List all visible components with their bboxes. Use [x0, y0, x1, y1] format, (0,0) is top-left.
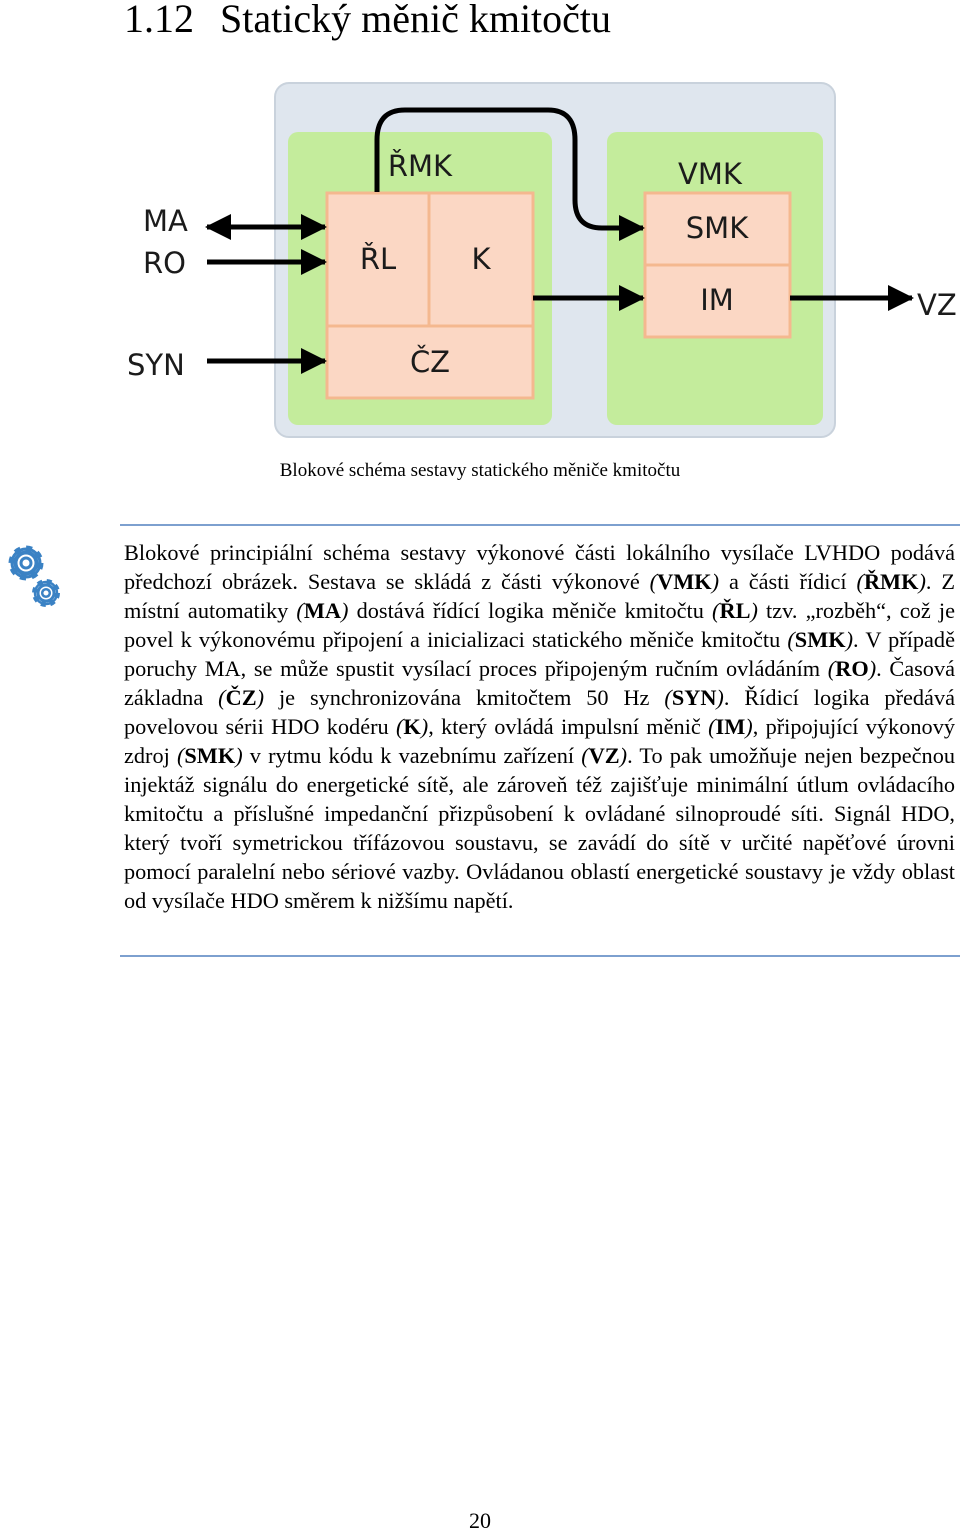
section-number: 1.12 [124, 0, 194, 41]
text-run: . V případě poruchy MA, se může spustit vysílací proces připojeným ručním ovládáním [124, 627, 955, 681]
text-run: . To pak umožňuje nejen bezpečnou injektáž signálu do energetické sítě, ale zároveň též zajišťuje minimální útlum ovládacího kmitočtu a příslušné impedanční přizpůsobení k ovládané silnoproudé síti. Signál HDO, který tvoří symetrickou třífázovou soustavu, se zavádí do sítě v určité napěťové úrovni pomocí paralelní nebo sériové vazby. Ovládanou oblastí energetické soustavy je vždy oblast od vysílače HDO směrem k nižšímu napětí. [124, 743, 955, 913]
cz-label: ČZ [409, 345, 451, 379]
section-title: Statický měnič kmitočtu [220, 0, 612, 41]
section-heading [124, 0, 611, 44]
text-run: ) [420, 714, 429, 739]
text-run: ( [787, 627, 795, 652]
gear-icon [0, 537, 70, 617]
abbreviation: MA [303, 598, 342, 623]
text-run: ( [218, 685, 226, 710]
text-run: v rytmu kódu k vazebnímu zařízení [242, 743, 582, 768]
syn-label: SYN [127, 348, 185, 382]
abbreviation: ŘL [719, 598, 751, 623]
text-run: ) [716, 685, 724, 710]
text-run: ) [341, 598, 349, 623]
large-gear-icon [12, 549, 40, 577]
smk-label: SMK [685, 211, 749, 245]
text-run: , který ovládá impulsní měnič [428, 714, 709, 739]
text-run: a části řídicí [719, 569, 857, 594]
text-run: ( [708, 714, 716, 739]
im-label: IM [700, 283, 734, 317]
text-run: ( [581, 743, 589, 768]
block-diagram [0, 75, 960, 445]
page-number: 20 [469, 1508, 491, 1533]
abbreviation: K [403, 714, 421, 739]
abbreviation: IM [715, 714, 746, 739]
abbreviation: RO [835, 656, 869, 681]
abbreviation: ČZ [225, 685, 257, 710]
text-run: tzv. „rozběh“, což je povel k výkonovému připojení a inicializaci statického měniče kmitočtu [124, 598, 956, 652]
abbreviation: SYN [671, 685, 717, 710]
text-run: , připojující výkonový zdroj [124, 714, 955, 768]
ma-label: MA [143, 204, 188, 238]
text-run: ) [235, 743, 243, 768]
text-run: ) [868, 656, 877, 681]
abbreviation: ŘMK [863, 569, 919, 594]
text-run: ) [745, 714, 753, 739]
text-run: . Časová základna [124, 656, 955, 710]
ro-label: RO [143, 246, 186, 280]
abbreviation: SMK [794, 627, 846, 652]
text-run: ( [176, 743, 185, 768]
text-run: Blokové principiální schéma sestavy výkonové části lokálního vysílače LVHDO podává předchozí obrázek. Sestava se skládá z části výkonové [124, 540, 955, 594]
text-run: je synchronizována kmitočtem 50 Hz [264, 685, 665, 710]
text-run: ( [827, 656, 836, 681]
abbreviation: VZ [588, 743, 620, 768]
text-run: . Řídicí logika předává povelovou sérii HDO kodéru [124, 685, 955, 739]
text-run: ( [664, 685, 672, 710]
vz-label: VZ [917, 288, 957, 322]
text-run: ( [296, 598, 304, 623]
bottom-rule [120, 955, 960, 957]
top-rule [120, 524, 960, 526]
text-run: ) [845, 627, 854, 652]
text-run: ( [649, 569, 658, 594]
text-run: ( [712, 598, 720, 623]
small-gear-icon [35, 582, 57, 604]
text-run: ( [856, 569, 864, 594]
text-run: ) [619, 743, 628, 768]
rl-label: ŘL [359, 242, 397, 276]
abbreviation: VMK [657, 569, 712, 594]
text-run: . Z místní automatiky [124, 569, 955, 623]
body-paragraph [124, 538, 955, 915]
vmk-label: VMK [678, 157, 742, 191]
abbreviation: SMK [184, 743, 236, 768]
text-run: ) [711, 569, 720, 594]
text-run: ) [750, 598, 758, 623]
text-run: ( [395, 714, 404, 739]
figure-caption: Blokové schéma sestavy statického měniče kmitočtu [279, 460, 681, 481]
k-label: K [471, 242, 491, 276]
text-run: ) [918, 569, 926, 594]
text-run: dostává řídící logika měniče kmitočtu [348, 598, 713, 623]
text-run: ) [256, 685, 265, 710]
rmk-label: ŘMK [387, 149, 453, 183]
